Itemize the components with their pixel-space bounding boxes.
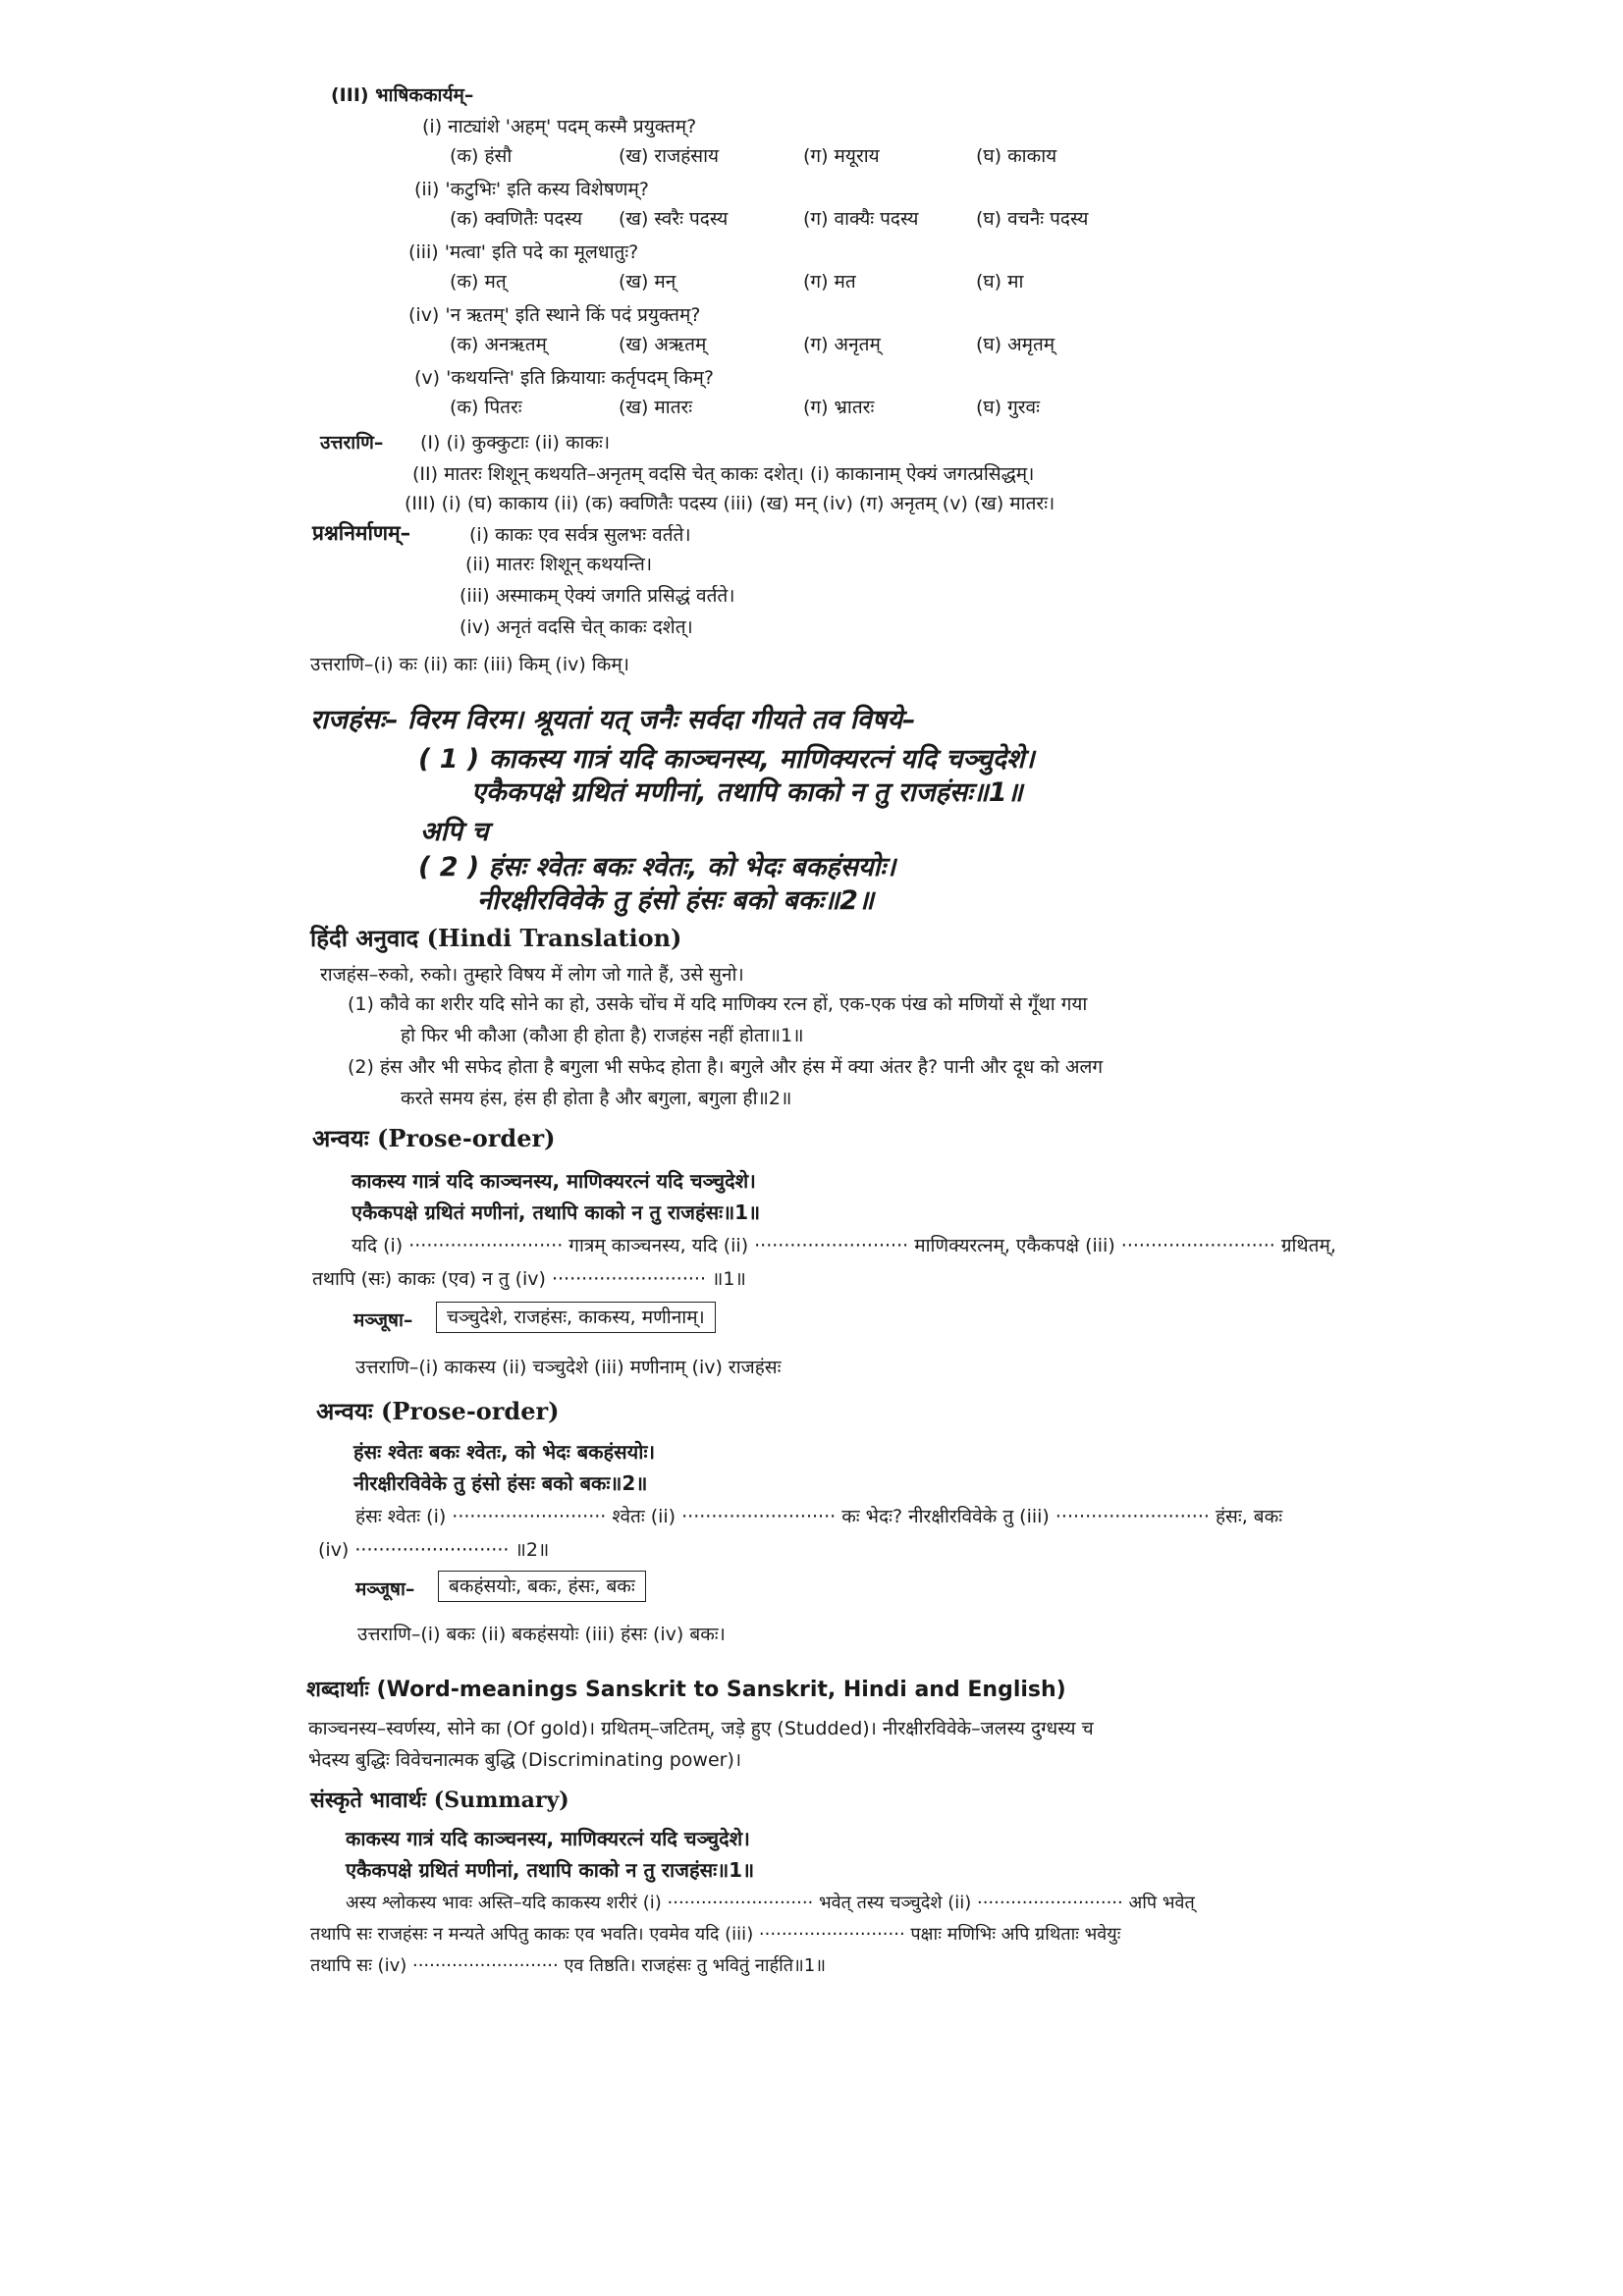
section-heading: [316, 1396, 559, 1427]
verse-connector: अपि च: [420, 817, 489, 847]
verse-line: काकस्य गात्रं यदि काञ्चनस्य, माणिक्यरत्नं यदि चञ्चुदेशे।: [346, 1827, 750, 1850]
option: (क) पितरः: [450, 397, 522, 418]
option: (क) हंसौ: [450, 145, 513, 167]
option: (ग) मयूराय: [803, 145, 880, 167]
verse-line: एकैकपक्षे ग्रथितं मणीनां, तथापि काको न तु राजहंसः॥1॥: [352, 1201, 761, 1224]
verse-intro: राजहंसः– विरम विरम। श्रूयतां यत् जनैः सर्वदा गीयते तव विषये–: [310, 705, 916, 735]
heading-hindi: हिंदी अनुवाद: [310, 925, 419, 952]
option: (ग) मत: [803, 271, 856, 293]
option: (ख) मन्: [619, 271, 676, 293]
summary-line: अस्य श्लोकस्य भावः अस्ति–यदि काकस्य शरीरं (i) ·························· भवेत् तस्य चञ्चुदेशे (ii) ·························· अपि भवेत्: [346, 1893, 1195, 1913]
section-heading: शब्दार्थाः (Word-meanings Sanskrit to Sanskrit, Hindi and English): [306, 1678, 1066, 1702]
question-formation-item: (iii) अस्माकम् ऐक्यं जगति प्रसिद्धं वर्तते।: [460, 585, 735, 607]
verse-line: हंसः श्वेतः बकः श्वेतः, को भेदः बकहंसयोः।: [353, 1440, 656, 1464]
translation-line: करते समय हंस, हंस ही होता है और बगुला, बगुला ही॥2॥: [401, 1088, 792, 1109]
word-meaning-line: काञ्चनस्य–स्वर्णस्य, सोने का (Of gold)। ग्रथितम्–जटितम्, जड़े हुए (Studded)। नीरक्षीरविवेके–जलस्य दुग्धस्य च: [308, 1718, 1094, 1739]
heading-hindi: अन्वयः: [316, 1398, 373, 1425]
option: (ख) अऋतम्: [619, 334, 707, 355]
answer-line: उत्तराणि–(i) कः (ii) काः (iii) किम् (iv) किम्।: [310, 654, 629, 675]
option: (घ) गुरवः: [976, 397, 1040, 418]
option: (ख) मातरः: [619, 397, 693, 418]
section-heading: [310, 1785, 569, 1817]
summary-line: तथापि सः राजहंसः न मन्यते अपितु काकः एव भवति। एवमेव यदि (iii) ·························· पक्षाः मणिभिः अपि ग्रथिताः भवेयुः: [310, 1924, 1121, 1945]
answer-line: उत्तराणि–(i) काकस्य (ii) चञ्चुदेशे (iii) मणीनाम् (iv) राजहंसः: [355, 1357, 782, 1378]
option: (ख) स्वरैः पदस्य: [619, 208, 729, 230]
option: (क) अनऋतम्: [450, 334, 547, 355]
section-heading: [312, 1123, 555, 1154]
answer-line: उत्तराणि–(i) बकः (ii) बकहंसयोः (iii) हंसः (iv) बकः।: [357, 1624, 726, 1645]
verse-line: एकैकपक्षे ग्रथितं मणीनां, तथापि काको न तु राजहंसः॥1॥: [346, 1858, 755, 1882]
answers-label: उत्तराणि–: [320, 432, 384, 454]
heading-english: (Summary): [433, 1788, 569, 1813]
verse-line: ( 1 ) काकस्य गात्रं यदि काञ्चनस्य, माणिक्यरत्नं यदि चञ्चुदेशे।: [418, 744, 1035, 774]
fill-in-line: यदि (i) ·························· गात्रम् काञ्चनस्य, यदि (ii) ·························· माणिक्यरत्नम्, एकैकपक्षे (iii) ·························· ग्रथितम्,: [352, 1235, 1336, 1256]
question-formation-item: (ii) मातरः शिशून् कथयन्ति।: [465, 554, 653, 575]
word-box-label: मञ्जूषा–: [353, 1309, 413, 1331]
verse-line: नीरक्षीरविवेके तु हंसो हंसः बको बकः॥2॥: [353, 1471, 648, 1495]
heading-hindi: संस्कृते भावार्थः: [310, 1789, 427, 1813]
word-box: चञ्चुदेशे, राजहंसः, काकस्य, मणीनाम्।: [436, 1302, 716, 1333]
option: (ग) भ्रातरः: [803, 397, 875, 418]
answer-line: (I) (i) कुक्कुटाः (ii) काकः।: [420, 432, 611, 454]
fill-in-line: (iv) ·························· ॥2॥: [318, 1539, 550, 1561]
question-1: (i) नाट्यांशे 'अहम्' पदम् कस्मै प्रयुक्तम्?: [422, 116, 697, 137]
heading-english: (Prose-order): [380, 1397, 560, 1425]
fill-in-line: तथापि (सः) काकः (एव) न तु (iv) ·························· ॥1॥: [312, 1268, 746, 1290]
option: (घ) मा: [976, 271, 1024, 293]
heading-hindi: अन्वयः: [312, 1125, 369, 1152]
option: (क) मत्: [450, 271, 507, 293]
heading-english: (Prose-order): [376, 1124, 556, 1152]
section-title: (III) भाषिककार्यम्–: [331, 84, 474, 106]
option: (ग) वाक्यैः पदस्य: [803, 208, 919, 230]
summary-line: तथापि सः (iv) ·························· एव तिष्ठति। राजहंसः तु भवितुं नार्हति॥1॥: [310, 1955, 827, 1976]
answer-line: (III) (i) (घ) काकाय (ii) (क) क्वणितैः पदस्य (iii) (ख) मन् (iv) (ग) अनृतम् (v) (ख) मातरः।: [405, 493, 1055, 514]
heading-english: (Hindi Translation): [426, 924, 682, 952]
question-formation-item: (i) काकः एव सर्वत्र सुलभः वर्तते।: [469, 524, 691, 546]
verse-line: ( 2 ) हंसः श्वेतः बकः श्वेतः, को भेदः बकहंसयोः।: [418, 852, 896, 882]
option: (क) क्वणितैः पदस्य: [450, 208, 583, 230]
fill-in-line: हंसः श्वेतः (i) ·························· श्वेतः (ii) ·························· कः भेदः? नीरक्षीरविवेके तु (iii) ·························· हंसः, बकः: [355, 1506, 1283, 1527]
verse-line: काकस्य गात्रं यदि काञ्चनस्य, माणिक्यरत्नं यदि चञ्चुदेशे।: [352, 1169, 756, 1193]
verse-line: एकैकपक्षे ग्रथितं मणीनां, तथापि काको न तु राजहंसः॥1॥: [471, 777, 1023, 808]
translation-line: राजहंस–रुको, रुको। तुम्हारे विषय में लोग जो गाते हैं, उसे सुनो।: [320, 964, 744, 986]
word-meaning-line: भेदस्य बुद्धिः विवेचनात्मक बुद्धि (Discriminating power)।: [308, 1749, 742, 1771]
option: (ग) अनृतम्: [803, 334, 881, 355]
word-box-label: मञ्जूषा–: [355, 1578, 415, 1600]
question-formation-label: प्रश्ननिर्माणम्–: [312, 521, 411, 545]
question-5: (v) 'कथयन्ति' इति क्रियायाः कर्तृपदम् किम्?: [414, 367, 715, 389]
translation-line: (2) हंस और भी सफेद होता है बगुला भी सफेद होता है। बगुले और हंस में क्या अंतर है? पानी और दूध को अलग: [348, 1056, 1104, 1078]
option: (ख) राजहंसाय: [619, 145, 720, 167]
verse-line: नीरक्षीरविवेके तु हंसो हंसः बको बकः॥2॥: [477, 885, 875, 916]
question-formation-item: (iv) अनृतं वदसि चेत् काकः दशेत्।: [460, 616, 693, 638]
translation-line: (1) कौवे का शरीर यदि सोने का हो, उसके चोंच में यदि माणिक्य रत्न हों, एक-एक पंख को मणियों से गूँथा गया: [348, 993, 1088, 1015]
word-box: बकहंसयोः, बकः, हंसः, बकः: [438, 1571, 646, 1602]
section-heading: [310, 923, 681, 954]
translation-line: हो फिर भी कौआ (कौआ ही होता है) राजहंस नहीं होता॥1॥: [401, 1025, 804, 1046]
option: (घ) वचनैः पदस्य: [976, 208, 1089, 230]
question-3: (iii) 'मत्वा' इति पदे का मूलधातुः?: [408, 241, 639, 263]
option: (घ) काकाय: [976, 145, 1057, 167]
question-2: (ii) 'कटुभिः' इति कस्य विशेषणम्?: [414, 179, 649, 200]
option: (घ) अमृतम्: [976, 334, 1055, 355]
answer-line: (II) मातरः शिशून् कथयति–अनृतम् वदसि चेत् काकः दशेत्। (i) काकानाम् ऐक्यं जगत्प्रसिद्धम्।: [412, 463, 1035, 485]
question-4: (iv) 'न ऋतम्' इति स्थाने किं पदं प्रयुक्तम्?: [408, 304, 701, 326]
